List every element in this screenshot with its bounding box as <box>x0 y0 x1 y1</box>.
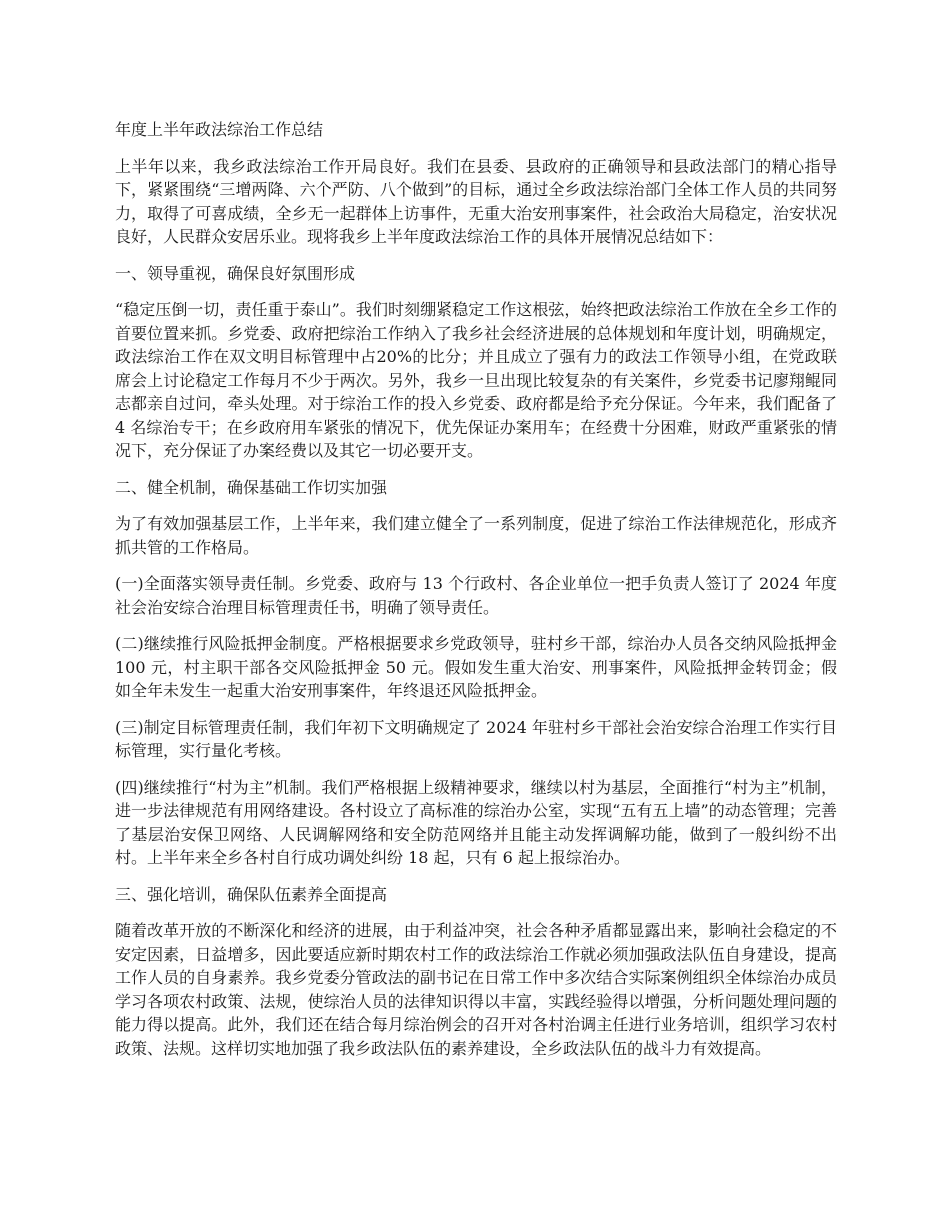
document-page <box>115 118 837 1073</box>
section-3-heading: 三、强化培训，确保队伍素养全面提高 <box>115 884 388 904</box>
section-3-body: 随着改革开放的不断深化和经济的进展，由于利益冲突，社会各种矛盾都显露出来，影响社会稳定的不安定因素，日益增多，因此要适应新时期农村工作的政法综治工作就必须加强政法队伍自身建设，提高工作人员的自身素养。我乡党委分管政法的副书记在日常工作中多次结合实际案例组织全体综治办成员学习各项农村政策、法规，使综治人员的法律知识得以丰富，实践经验得以增强，分析问题处理问题的能力得以提高。此外，我们还在结合每月综治例会的召开对各村治调主任进行业务培训，组织学习农村政策、法规。这样切实地加强了我乡政法队伍的素养建设，全乡政法队伍的战斗力有效提高。 <box>115 921 837 1058</box>
intro-paragraph: 上半年以来，我乡政法综治工作开局良好。我们在县委、县政府的正确领导和县政法部门的精心指导下，紧紧围绕“三增两降、六个严防、八个做到”的目标，通过全乡政法综治部门全体工作人员的共同努力，取得了可喜成绩，全乡无一起群体上访事件，无重大治安刑事案件，社会政治大局稳定，治安状况良好，人民群众安居乐业。现将我乡上半年度政法综治工作的具体开展情况总结如下： <box>115 156 837 246</box>
section-2-item-3: (三)制定目标管理责任制，我们年初下文明确规定了 2024 年驻村乡干部社会治安综合治理工作实行目标管理，实行量化考核。 <box>115 717 837 760</box>
section-2-item-4: (四)继续推行“村为主”机制。我们严格根据上级精神要求，继续以村为基层，全面推行“村为主”机制，进一步法律规范有用网络建设。各村设立了高标准的综治办公室，实现“五有五上墙”的动态管理；完善了基层治安保卫网络、人民调解网络和安全防范网络并且能主动发挥调解功能，做到了一般纠纷不出村。上半年来全乡各村自行成功调处纠纷 18 起，只有 6 起上报综治办。 <box>115 777 837 867</box>
section-1-body: “稳定压倒一切，责任重于泰山”。我们时刻绷紧稳定工作这根弦，始终把政法综治工作放在全乡工作的首要位置来抓。乡党委、政府把综治工作纳入了我乡社会经济进展的总体规划和年度计划，明确规定，政法综治工作在双文明目标管理中占20%的比分；并且成立了强有力的政法工作领导小组，在党政联席会上讨论稳定工作每月不少于两次。另外，我乡一旦出现比较复杂的有关案件，乡党委书记廖翔鲲同志都亲自过问，牵头处理。对于综治工作的投入乡党委、政府都是给予充分保证。今年来，我们配备了 4 名综治专干；在乡政府用车紧张的情况下，优先保证办案用车；在经费十分困难，财政严重紧张的情况下，充分保证了办案经费以及其它一切必要开支。 <box>115 300 837 460</box>
section-2-heading: 二、健全机制，确保基础工作切实加强 <box>115 477 388 497</box>
section-2-body: 为了有效加强基层工作，上半年来，我们建立健全了一系列制度，促进了综治工作法律规范化，形成齐抓共管的工作格局。 <box>115 514 837 557</box>
section-1-heading: 一、领导重视，确保良好氛围形成 <box>115 263 356 283</box>
section-2-item-1: (一)全面落实领导责任制。乡党委、政府与 13 个行政村、各企业单位一把手负责人签订了 2024 年度社会治安综合治理目标管理责任书，明确了领导责任。 <box>115 574 837 617</box>
document-title: 年度上半年政法综治工作总结 <box>115 120 324 139</box>
section-2-item-2: (二)继续推行风险抵押金制度。严格根据要求乡党政领导，驻村乡干部，综治办人员各交纳风险抵押金 100 元，村主职干部各交风险抵押金 50 元。假如发生重大治安、刑事案件，风险抵押金转罚金；假如全年未发生一起重大治安刑事案件，年终退还风险抵押金。 <box>115 634 837 700</box>
